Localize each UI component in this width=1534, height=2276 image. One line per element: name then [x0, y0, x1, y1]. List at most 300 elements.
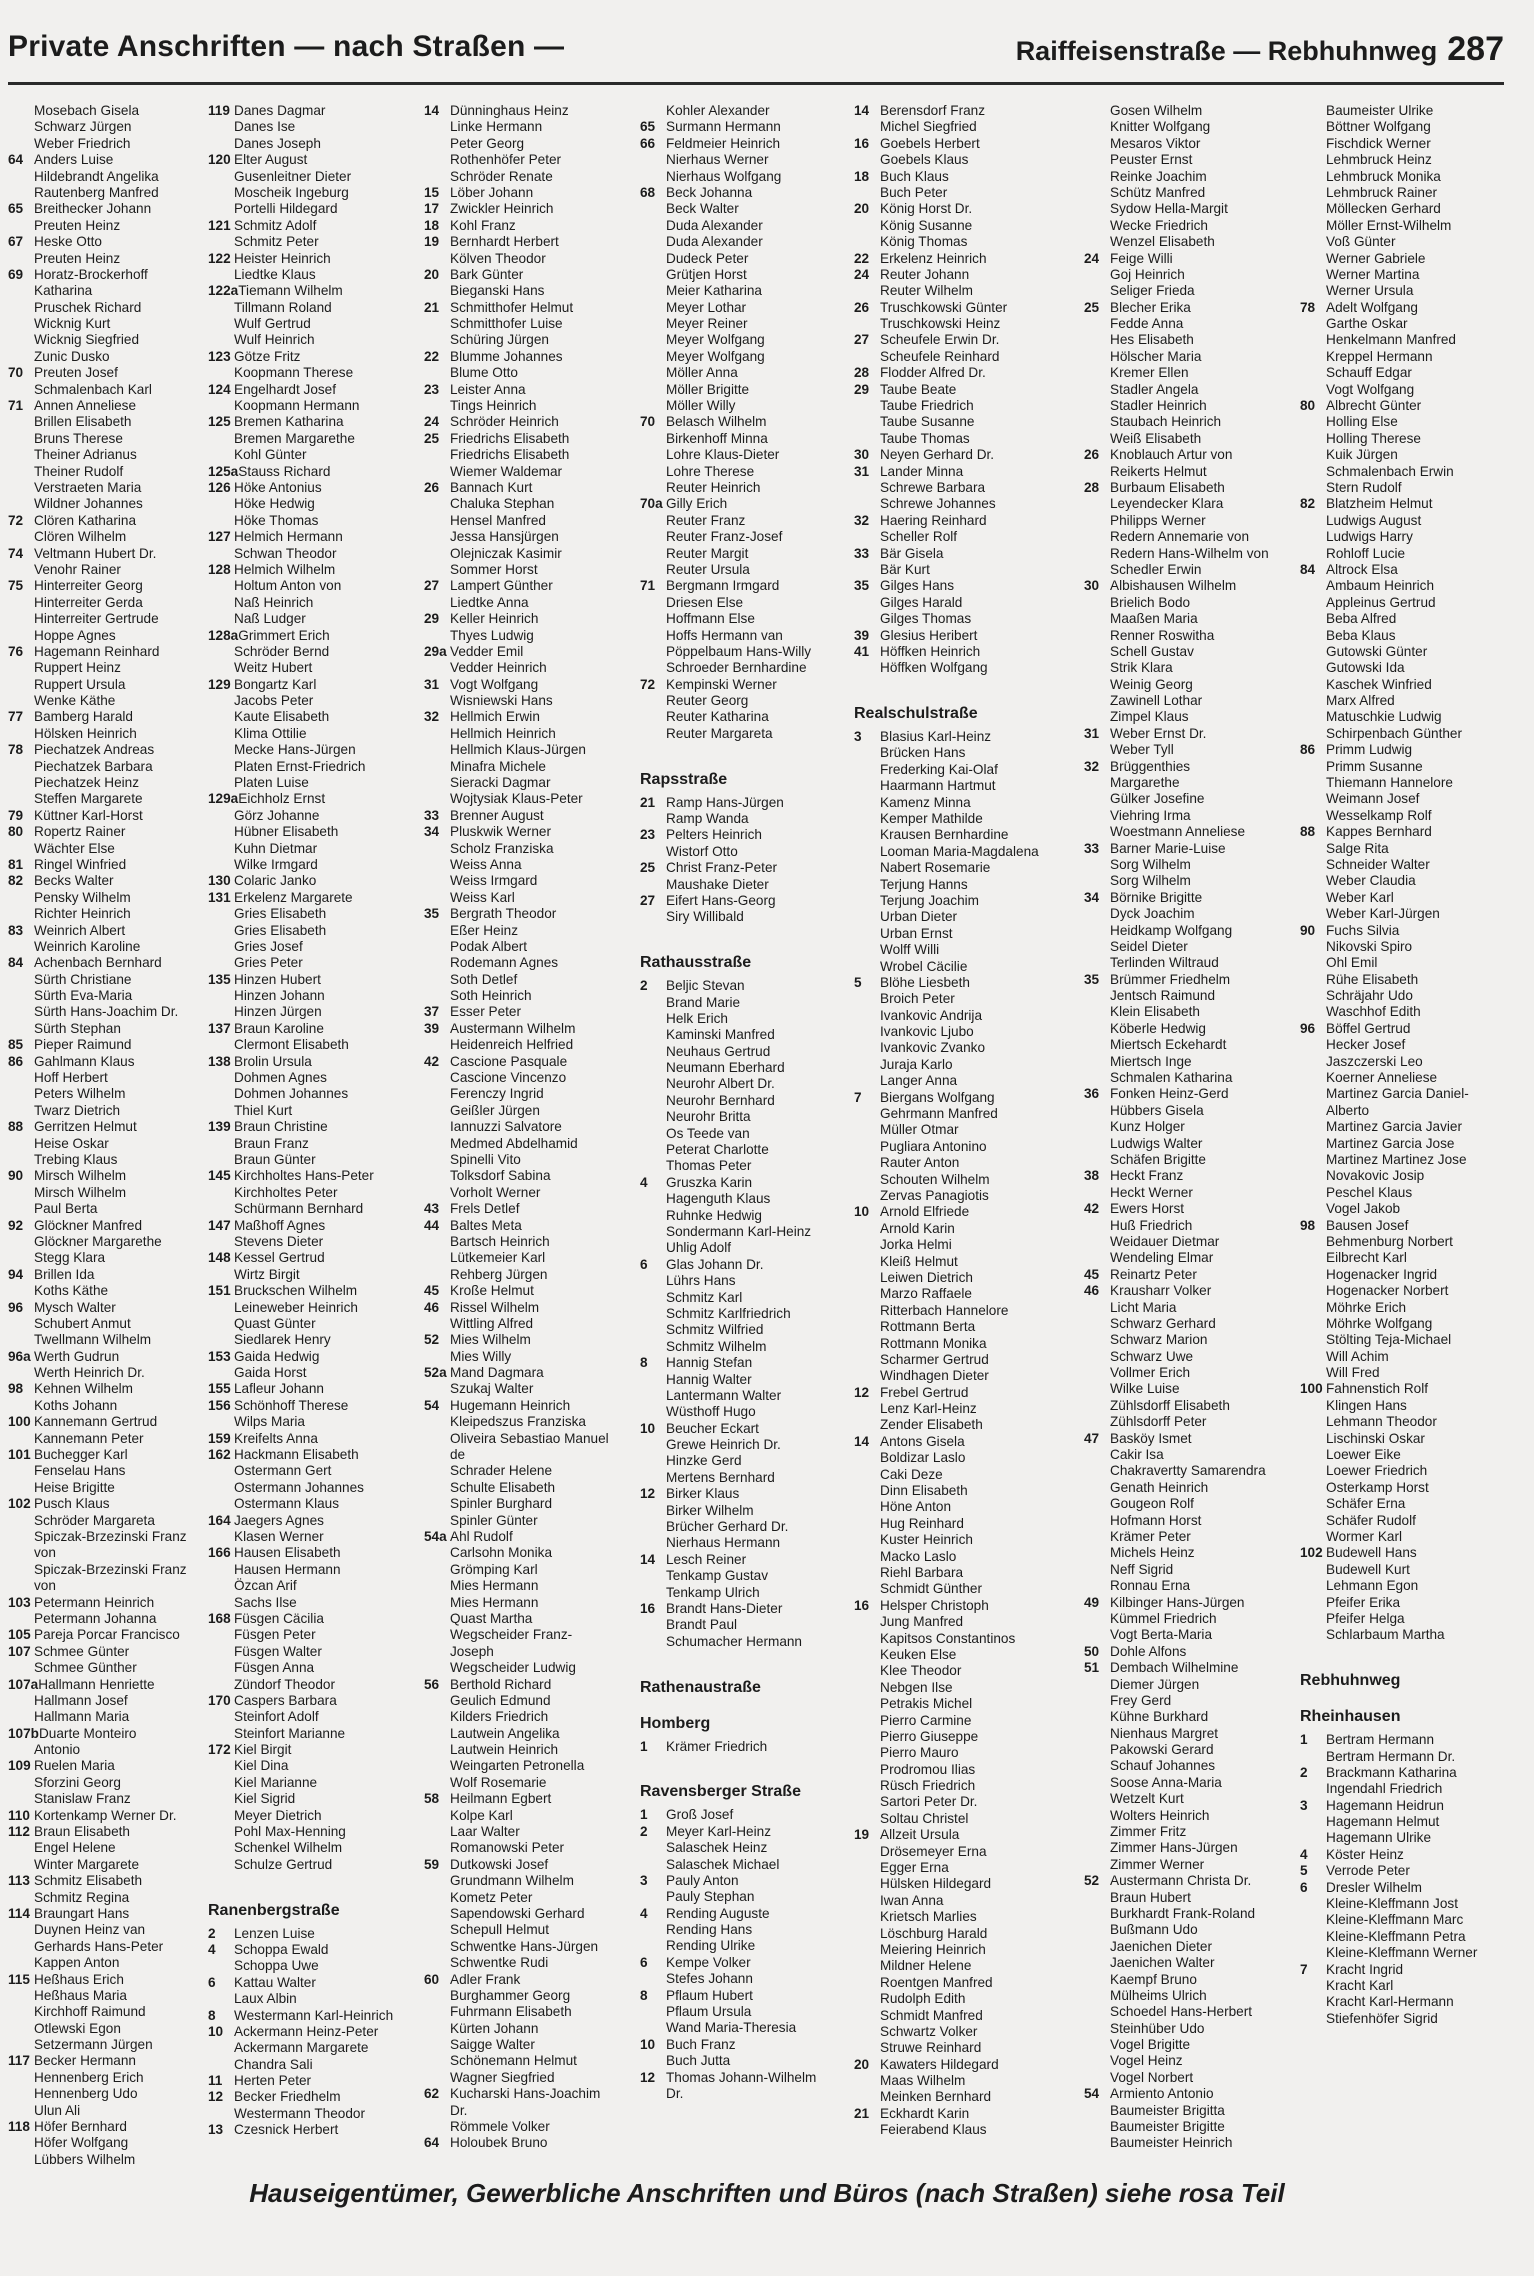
resident-name: Hübbers Gisela [1110, 1102, 1204, 1118]
directory-entry [640, 1322, 816, 1338]
resident-name: Werner Martina [1326, 266, 1420, 282]
directory-entry [854, 1319, 1039, 1335]
directory-entry [640, 660, 816, 676]
resident-name: Kleiß Helmut [880, 1253, 958, 1269]
directory-entry [854, 1499, 1039, 1515]
directory-entry [640, 628, 816, 644]
directory-entry [8, 808, 187, 824]
directory-entry [208, 1808, 393, 1824]
resident-name: Schauf Johannes [1110, 1758, 1216, 1774]
directory-entry [1300, 1830, 1477, 1846]
resident-name: Bernhardt Herbert [450, 234, 559, 250]
directory-entry [208, 185, 393, 201]
resident-name: Gahlmann Klaus [34, 1053, 135, 1069]
resident-name: Lautwein Heinrich [450, 1742, 559, 1758]
house-number: 33 [424, 807, 440, 823]
resident-name: Wand Maria-Theresia [666, 2020, 797, 2036]
directory-entry [8, 1185, 187, 1201]
directory-entry [854, 611, 1039, 627]
house-number: 82 [1300, 496, 1316, 512]
resident-name: Sorg Wilhelm [1110, 873, 1191, 889]
resident-name: Lehmann Theodor [1326, 1414, 1437, 1430]
directory-entry [854, 2073, 1039, 2089]
resident-name: Klein Elisabeth [1110, 1004, 1200, 1020]
directory-entry [1300, 480, 1477, 496]
resident-name: Scheufele Erwin Dr. [880, 332, 1000, 348]
resident-name: Müller Otmar [880, 1122, 959, 1138]
house-number: 88 [1300, 824, 1316, 840]
house-number: 3 [854, 729, 862, 745]
directory-entry [208, 152, 393, 168]
house-number: 33 [1084, 840, 1100, 856]
resident-name: Petermann Johanna [34, 1610, 157, 1626]
header-rule [8, 82, 1504, 85]
resident-name: Langer Anna [880, 1073, 958, 1089]
directory-entry [854, 480, 1039, 496]
resident-name: Beljic Stevan [666, 978, 745, 994]
directory-entry [854, 1926, 1039, 1942]
resident-name: Schmitz Peter [234, 234, 319, 250]
house-number: 135 [208, 971, 231, 987]
resident-name: Neuhaus Gertrud [666, 1043, 771, 1059]
street-heading: Ranenbergstraße [208, 1901, 340, 1919]
street-heading: Rapsstraße [640, 770, 728, 788]
resident-name: Becks Walter [34, 873, 114, 889]
house-number: 121 [208, 217, 231, 233]
directory-entry [1084, 2004, 1269, 2020]
house-number: 119 [208, 103, 230, 118]
house-number: 26 [1084, 447, 1100, 463]
directory-entry [208, 283, 393, 299]
resident-name: Höke Antonius [234, 479, 322, 495]
directory-entry [208, 1791, 393, 1807]
resident-name: Rautenberg Manfred [34, 184, 159, 200]
directory-entry [1084, 1185, 1269, 1201]
directory-entry [424, 1332, 609, 1348]
directory-entry [208, 1447, 393, 1463]
resident-name: Dünninghaus Heinz [450, 103, 569, 118]
resident-name: Schmee Günther [34, 1660, 137, 1676]
resident-name: Burghammer Georg [450, 1987, 571, 2003]
directory-entry [424, 1234, 609, 1250]
house-number: 18 [854, 168, 870, 184]
directory-entry [208, 2122, 393, 2138]
house-number: 137 [208, 1020, 231, 1036]
resident-name: Elter August [234, 152, 308, 168]
resident-name: Wojtysiak Klaus-Peter [450, 791, 583, 807]
directory-entry [640, 2086, 816, 2102]
resident-name: Saigge Walter [450, 2037, 535, 2053]
directory-entry [1300, 775, 1477, 791]
resident-name: Colaric Janko [234, 873, 317, 889]
directory-entry [1084, 906, 1269, 922]
resident-name: Koths Johann [34, 1397, 118, 1413]
directory-entry [424, 857, 609, 873]
resident-name: Weber Tyll [1110, 742, 1174, 758]
directory-entry [1084, 185, 1269, 201]
resident-name: Heske Otto [34, 234, 102, 250]
directory-entry [424, 1677, 609, 1693]
resident-name: Pfeifer Erika [1326, 1594, 1401, 1610]
house-number: 107a [8, 1676, 39, 1692]
house-number: 20 [854, 2056, 870, 2072]
directory-entry [8, 1136, 187, 1152]
resident-name: Michel Siegfried [880, 119, 977, 135]
house-number: 2 [640, 978, 648, 994]
resident-name: Kempe Volker [666, 1954, 751, 1970]
directory-entry [8, 1873, 187, 1889]
resident-name: Juraja Karlo [880, 1056, 953, 1072]
resident-name: Kuhn Dietmar [234, 840, 318, 856]
resident-name: Ostermann Gert [234, 1463, 332, 1479]
resident-name: Möhrke Wolfgang [1326, 1315, 1433, 1331]
resident-name: Römmele Volker [450, 2119, 550, 2135]
column-6 [1084, 103, 1269, 2152]
resident-name: Bongartz Karl [234, 676, 317, 692]
resident-name: Allzeit Ursula [880, 1827, 960, 1843]
directory-entry [208, 1218, 393, 1234]
directory-entry [854, 1204, 1039, 1220]
resident-name: Maaßen Maria [1110, 611, 1198, 627]
resident-name: Buch Franz [666, 2036, 736, 2052]
resident-name: Gougeon Rolf [1110, 1496, 1194, 1512]
resident-name: Wicknig Kurt [34, 316, 111, 332]
directory-entry [208, 1332, 393, 1348]
directory-entry [424, 1775, 609, 1791]
resident-name: Heßhaus Maria [34, 1987, 127, 2003]
house-number: 37 [424, 1004, 440, 1020]
house-number: 139 [208, 1119, 231, 1135]
resident-name: Mirsch Wilhelm [34, 1168, 127, 1184]
directory-entry [424, 529, 609, 545]
directory-entry [8, 988, 187, 1004]
directory-entry [208, 759, 393, 775]
resident-name: Bremen Margarethe [234, 430, 355, 446]
directory-entry [208, 1578, 393, 1594]
resident-name: Haering Reinhard [880, 512, 987, 528]
resident-name: Glas Johann Dr. [666, 1256, 764, 1272]
directory-entry [854, 1958, 1039, 1974]
resident-name: Kohler Alexander [666, 103, 770, 118]
resident-name: Börnike Brigitte [1110, 889, 1203, 905]
resident-name: Hannig Stefan [666, 1355, 753, 1371]
directory-entry [640, 1971, 816, 1987]
house-number: 59 [424, 1856, 440, 1872]
directory-entry [8, 1824, 187, 1840]
directory-entry [8, 1267, 187, 1283]
resident-name: Schönemann Helmut [450, 2053, 577, 2069]
resident-name: Kümmel Friedrich [1110, 1610, 1217, 1626]
directory-entry [854, 529, 1039, 545]
resident-name: Kreppel Hermann [1326, 348, 1433, 364]
directory-entry [1084, 1119, 1269, 1135]
resident-name: Ludwigs August [1326, 512, 1422, 528]
directory-entry [424, 1381, 609, 1397]
resident-name: Tenkamp Ulrich [666, 1584, 760, 1600]
directory-entry [8, 578, 187, 594]
directory-entry [640, 1955, 816, 1971]
house-number: 2 [208, 1925, 216, 1941]
directory-entry [1300, 1627, 1477, 1643]
resident-name: Surmann Hermann [666, 119, 781, 135]
directory-entry [8, 513, 187, 529]
resident-name: Weber Ernst Dr. [1110, 725, 1207, 741]
directory-entry [854, 283, 1039, 299]
resident-name: Wecke Friedrich [1110, 217, 1208, 233]
directory-entry [1084, 1742, 1269, 1758]
directory-entry [1084, 759, 1269, 775]
resident-name: Hinzen Johann [234, 988, 325, 1004]
directory-entry [424, 349, 609, 365]
resident-name: Möller Anna [666, 365, 738, 381]
house-number: 25 [640, 860, 656, 876]
directory-entry [424, 1578, 609, 1594]
resident-name: Anders Luise [34, 152, 114, 168]
resident-name: Vedder Emil [450, 643, 524, 659]
resident-name: Martinez Garcia Daniel- [1326, 1086, 1469, 1102]
resident-name: Dutkowski Josef [450, 1856, 549, 1872]
directory-entry [640, 398, 816, 414]
resident-name: Wirtz Birgit [234, 1266, 300, 1282]
directory-entry [8, 1201, 187, 1217]
directory-entry [1300, 824, 1477, 840]
house-number: 46 [1084, 1283, 1100, 1299]
resident-name: Meyer Lothar [666, 299, 747, 315]
resident-name: Rühe Elisabeth [1326, 971, 1419, 987]
resident-name: Minafra Michele [450, 758, 546, 774]
directory-entry [208, 2106, 393, 2122]
directory-entry [1084, 349, 1269, 365]
directory-entry [640, 513, 816, 529]
resident-name: Pluskwik Werner [450, 824, 551, 840]
resident-name: Kölven Theodor [450, 250, 546, 266]
resident-name: Haarmann Hartmut [880, 778, 996, 794]
directory-entry [1084, 660, 1269, 676]
directory-entry [8, 1398, 187, 1414]
directory-entry [208, 1136, 393, 1152]
house-number: 20 [424, 266, 440, 282]
directory-entry [854, 103, 1039, 119]
resident-name: Preuten Heinz [34, 217, 121, 233]
resident-name: Clermont Elisabeth [234, 1037, 349, 1053]
directory-entry [208, 562, 393, 578]
directory-entry [424, 1119, 609, 1135]
directory-entry [854, 860, 1039, 876]
house-number: 127 [208, 529, 231, 545]
directory-entry [854, 644, 1039, 660]
resident-name: Armiento Antonio [1110, 2086, 1214, 2102]
resident-name: Vogel Heinz [1110, 2053, 1183, 2069]
resident-name: Platen Ernst-Friedrich [234, 758, 366, 774]
directory-entry [1300, 332, 1477, 348]
directory-entry [640, 1486, 816, 1502]
resident-name: Hölsken Heinrich [34, 725, 137, 741]
directory-entry [208, 890, 393, 906]
house-number: 54 [424, 1397, 440, 1413]
resident-name: Rüsch Friedrich [880, 1778, 976, 1794]
resident-name: Reikerts Helmut [1110, 463, 1207, 479]
resident-name: Peter Georg [450, 135, 525, 151]
directory-entry [854, 2057, 1039, 2073]
directory-entry [208, 1086, 393, 1102]
resident-name: Rauter Anton [880, 1155, 960, 1171]
directory-entry [854, 893, 1039, 909]
resident-name: Höfer Bernhard [34, 2119, 127, 2135]
directory-entry [208, 2008, 393, 2024]
directory-entry [640, 1634, 816, 1650]
resident-name: Krämer Friedrich [666, 1738, 768, 1754]
directory-entry [1084, 1283, 1269, 1299]
resident-name: Pierro Mauro [880, 1745, 959, 1761]
house-number: 82 [8, 873, 24, 889]
house-number: 42 [1084, 1201, 1100, 1217]
directory-entry [424, 1316, 609, 1332]
house-number: 23 [424, 381, 440, 397]
directory-entry [8, 316, 187, 332]
resident-name: Zühlsdorff Peter [1110, 1414, 1207, 1430]
resident-name: Baumeister Ulrike [1326, 103, 1434, 118]
directory-entry [640, 480, 816, 496]
directory-entry [1084, 1988, 1269, 2004]
directory-entry [208, 349, 393, 365]
house-number: 34 [1084, 889, 1100, 905]
resident-name: Hugemann Heinrich [450, 1397, 571, 1413]
resident-name: Pfeifer Helga [1326, 1610, 1405, 1626]
directory-entry [8, 1972, 187, 1988]
directory-entry [854, 1794, 1039, 1810]
resident-name: Wormer Karl [1326, 1528, 1403, 1544]
resident-name: Fischdick Werner [1326, 135, 1431, 151]
directory-entry [8, 628, 187, 644]
house-number: 12 [640, 1486, 656, 1502]
directory-entry [1300, 873, 1477, 889]
resident-name: Grundmann Wilhelm [450, 1873, 574, 1889]
directory-entry [1084, 1054, 1269, 1070]
directory-entry [8, 1431, 187, 1447]
house-number: 49 [1084, 1594, 1100, 1610]
resident-name: Bieganski Hans [450, 283, 545, 299]
directory-entry [424, 1611, 609, 1627]
directory-entry [424, 693, 609, 709]
house-number: 98 [8, 1381, 24, 1397]
house-number: 86 [1300, 742, 1316, 758]
resident-name: Hallmann Josef [34, 1692, 128, 1708]
directory-entry [1084, 1693, 1269, 1709]
resident-name: Brüggenthies [1110, 758, 1191, 774]
resident-name: Hensel Manfred [450, 512, 546, 528]
directory-entry [1084, 824, 1269, 840]
resident-name: Schneider Walter [1326, 856, 1430, 872]
directory-entry [640, 2004, 816, 2020]
directory-entry [640, 1306, 816, 1322]
resident-name: Ingendahl Friedrich [1326, 1781, 1443, 1797]
directory-entry [1300, 1414, 1477, 1430]
resident-name: Iwan Anna [880, 1892, 944, 1908]
resident-name: Helmich Wilhelm [234, 561, 336, 577]
directory-entry [208, 529, 393, 545]
directory-entry [208, 808, 393, 824]
resident-name: Grömping Karl [450, 1561, 538, 1577]
house-number: 11 [208, 2073, 223, 2089]
directory-entry [8, 2070, 187, 2086]
directory-entry [8, 1332, 187, 1348]
directory-entry [640, 496, 816, 512]
resident-name: Hellmich Erwin [450, 709, 540, 725]
directory-entry [1300, 1578, 1477, 1594]
resident-name: Hinterreiter Gertrude [34, 611, 159, 627]
resident-name: Schwentke Rudi [450, 1955, 549, 1971]
resident-name: Will Fred [1326, 1365, 1380, 1381]
directory-entry [1084, 1250, 1269, 1266]
directory-entry [854, 1057, 1039, 1073]
directory-entry [208, 824, 393, 840]
directory-entry [1300, 1054, 1477, 1070]
resident-name: Kuster Heinrich [880, 1532, 973, 1548]
directory-entry [8, 1627, 187, 1643]
directory-entry [424, 1480, 609, 1496]
directory-entry [640, 234, 816, 250]
directory-entry [1300, 611, 1477, 627]
resident-name: Ruppert Ursula [34, 676, 126, 692]
resident-name: Terjung Joachim [880, 892, 979, 908]
directory-entry [8, 201, 187, 217]
directory-entry [1084, 791, 1269, 807]
resident-name: Terlinden Wiltraud [1110, 955, 1219, 971]
house-number: 21 [424, 299, 440, 315]
directory-entry [1300, 1021, 1477, 1037]
resident-name: Schwarz Marion [1110, 1332, 1208, 1348]
directory-entry [208, 1758, 393, 1774]
resident-name: Szukaj Walter [450, 1381, 534, 1397]
directory-entry [1300, 267, 1477, 283]
directory-entry [8, 824, 187, 840]
house-number: 32 [424, 709, 440, 725]
directory-entry [1084, 1906, 1269, 1922]
resident-name: Buchegger Karl [34, 1447, 128, 1463]
resident-name: Duynen Heinz van [34, 1922, 146, 1938]
resident-name: Koopmann Hermann [234, 398, 360, 414]
resident-name: Basköy Ismet [1110, 1430, 1192, 1446]
resident-name: Primm Susanne [1326, 758, 1423, 774]
resident-name: Möhrke Erich [1326, 1299, 1407, 1315]
resident-name: Stadler Heinrich [1110, 398, 1207, 414]
directory-entry [424, 1562, 609, 1578]
house-number: 162 [208, 1447, 231, 1463]
page-header-right [1016, 30, 1504, 69]
resident-name: Becker Friedhelm [234, 2089, 341, 2105]
resident-name: Weiss Anna [450, 856, 522, 872]
directory-entry [8, 775, 187, 791]
house-number: 70 [640, 414, 656, 430]
directory-entry [208, 1775, 393, 1791]
house-number: 52a [424, 1365, 447, 1381]
house-number: 30 [854, 447, 870, 463]
resident-name: Kaschek Winfried [1326, 676, 1432, 692]
resident-name: Lafleur Johann [234, 1381, 324, 1397]
directory-entry [424, 218, 609, 234]
resident-name: Pensky Wilhelm [34, 889, 131, 905]
directory-entry [1300, 677, 1477, 693]
house-number: 4 [640, 1905, 648, 1921]
directory-entry [1300, 1004, 1477, 1020]
directory-entry [854, 382, 1039, 398]
directory-entry [854, 2024, 1039, 2040]
house-number: 101 [8, 1447, 31, 1463]
resident-name: Hagemann Ulrike [1326, 1830, 1432, 1846]
resident-name: Hallmann Henriette [38, 1676, 155, 1692]
house-number: 3 [640, 1872, 648, 1888]
resident-name: Glöckner Margarethe [34, 1233, 162, 1249]
